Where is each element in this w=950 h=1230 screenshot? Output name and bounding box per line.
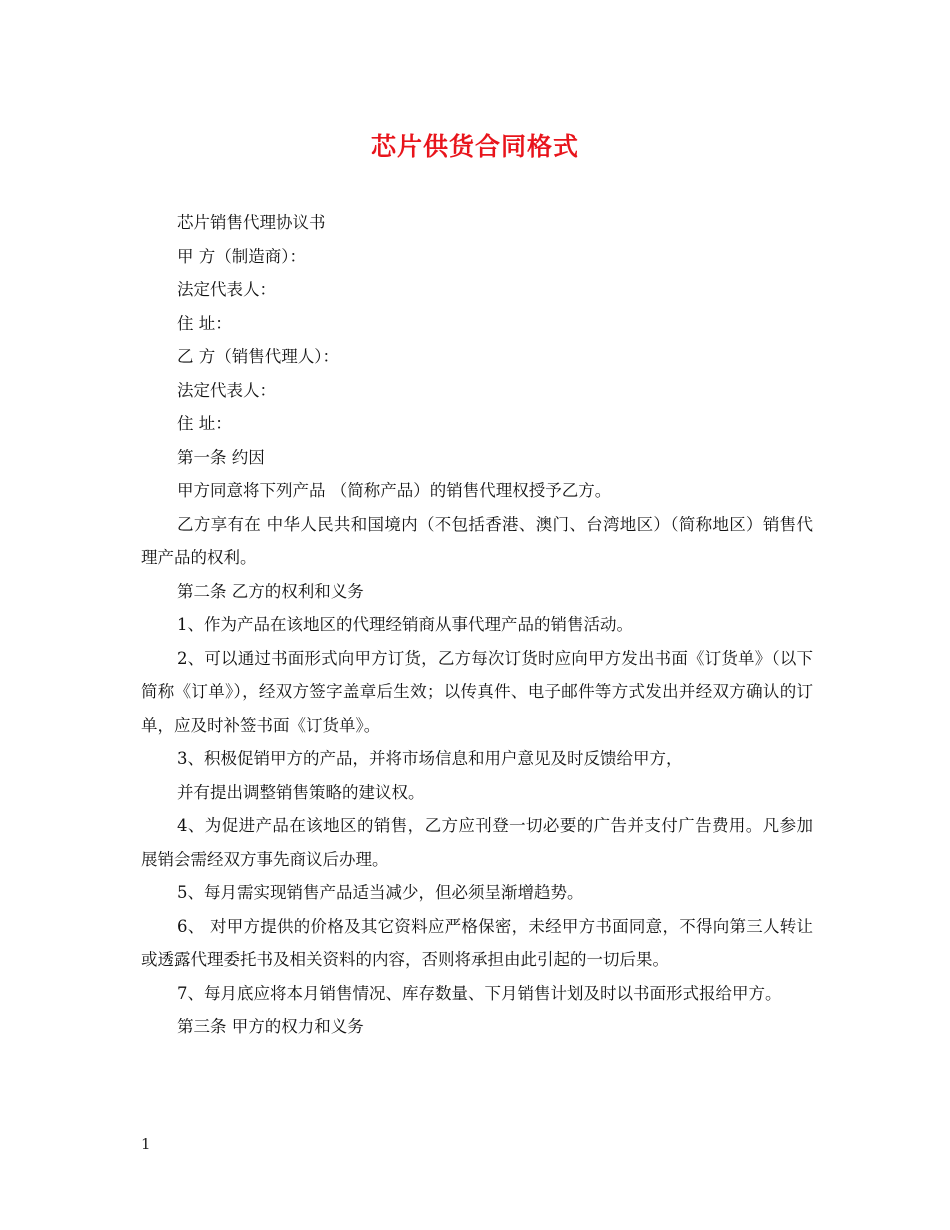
paragraph: 6、 对甲方提供的价格及其它资料应严格保密，未经甲方书面同意，不得向第三人转让或透露代理委托书及相关资料的内容，否则将承担由此引起的一切后果。 [141, 916, 813, 969]
paragraph: 3、积极促销甲方的产品，并将市场信息和用户意见及时反馈给甲方， [177, 749, 683, 768]
paragraph: 甲方同意将下列产品 （简称产品）的销售代理权授予乙方。 [177, 481, 612, 500]
paragraph: 1、作为产品在该地区的代理经销商从事代理产品的销售活动。 [177, 615, 633, 634]
paragraph: 乙方享有在 中华人民共和国境内（不包括香港、澳门、台湾地区）（简称地区）销售代理产品的权利。 [141, 514, 813, 567]
paragraph: 第二条 乙方的权利和义务 [177, 581, 364, 601]
paragraph: 第一条 约因 [177, 447, 265, 467]
paragraph: 法定代表人： [177, 380, 276, 400]
paragraph: 第三条 甲方的权力和义务 [177, 1017, 364, 1036]
paragraph: 并有提出调整销售策略的建议权。 [177, 782, 425, 802]
paragraph: 7、每月底应将本月销售情况、库存数量、下月销售计划及时以书面形式报给甲方。 [177, 983, 782, 1003]
paragraph: 住 址： [177, 414, 232, 433]
document-body [141, 206, 813, 1044]
paragraph: 乙 方（销售代理人）： [177, 347, 339, 366]
paragraph: 2、可以通过书面形式向甲方订货，乙方每次订货时应向甲方发出书面《订货单》（以下简称《订单》），经双方签字盖章后生效；以传真件、电子邮件等方式发出并经双方确认的订单，应及时补签书面《订货单》。 [141, 648, 813, 735]
paragraph: 法定代表人： [177, 280, 276, 299]
paragraph: 甲 方（制造商）： [177, 246, 306, 266]
paragraph: 芯片销售代理协议书 [177, 213, 326, 232]
paragraph: 住 址： [177, 313, 232, 333]
page-number: 1 [141, 1135, 151, 1153]
paragraph: 4、为促进产品在该地区的销售，乙方应刊登一切必要的广告并支付广告费用。凡参加展销会需经双方事先商议后办理。 [141, 816, 813, 869]
paragraph: 5、每月需实现销售产品适当减少，但必须呈渐增趋势。 [177, 883, 584, 902]
document-title: 芯片供货合同格式 [370, 132, 579, 161]
